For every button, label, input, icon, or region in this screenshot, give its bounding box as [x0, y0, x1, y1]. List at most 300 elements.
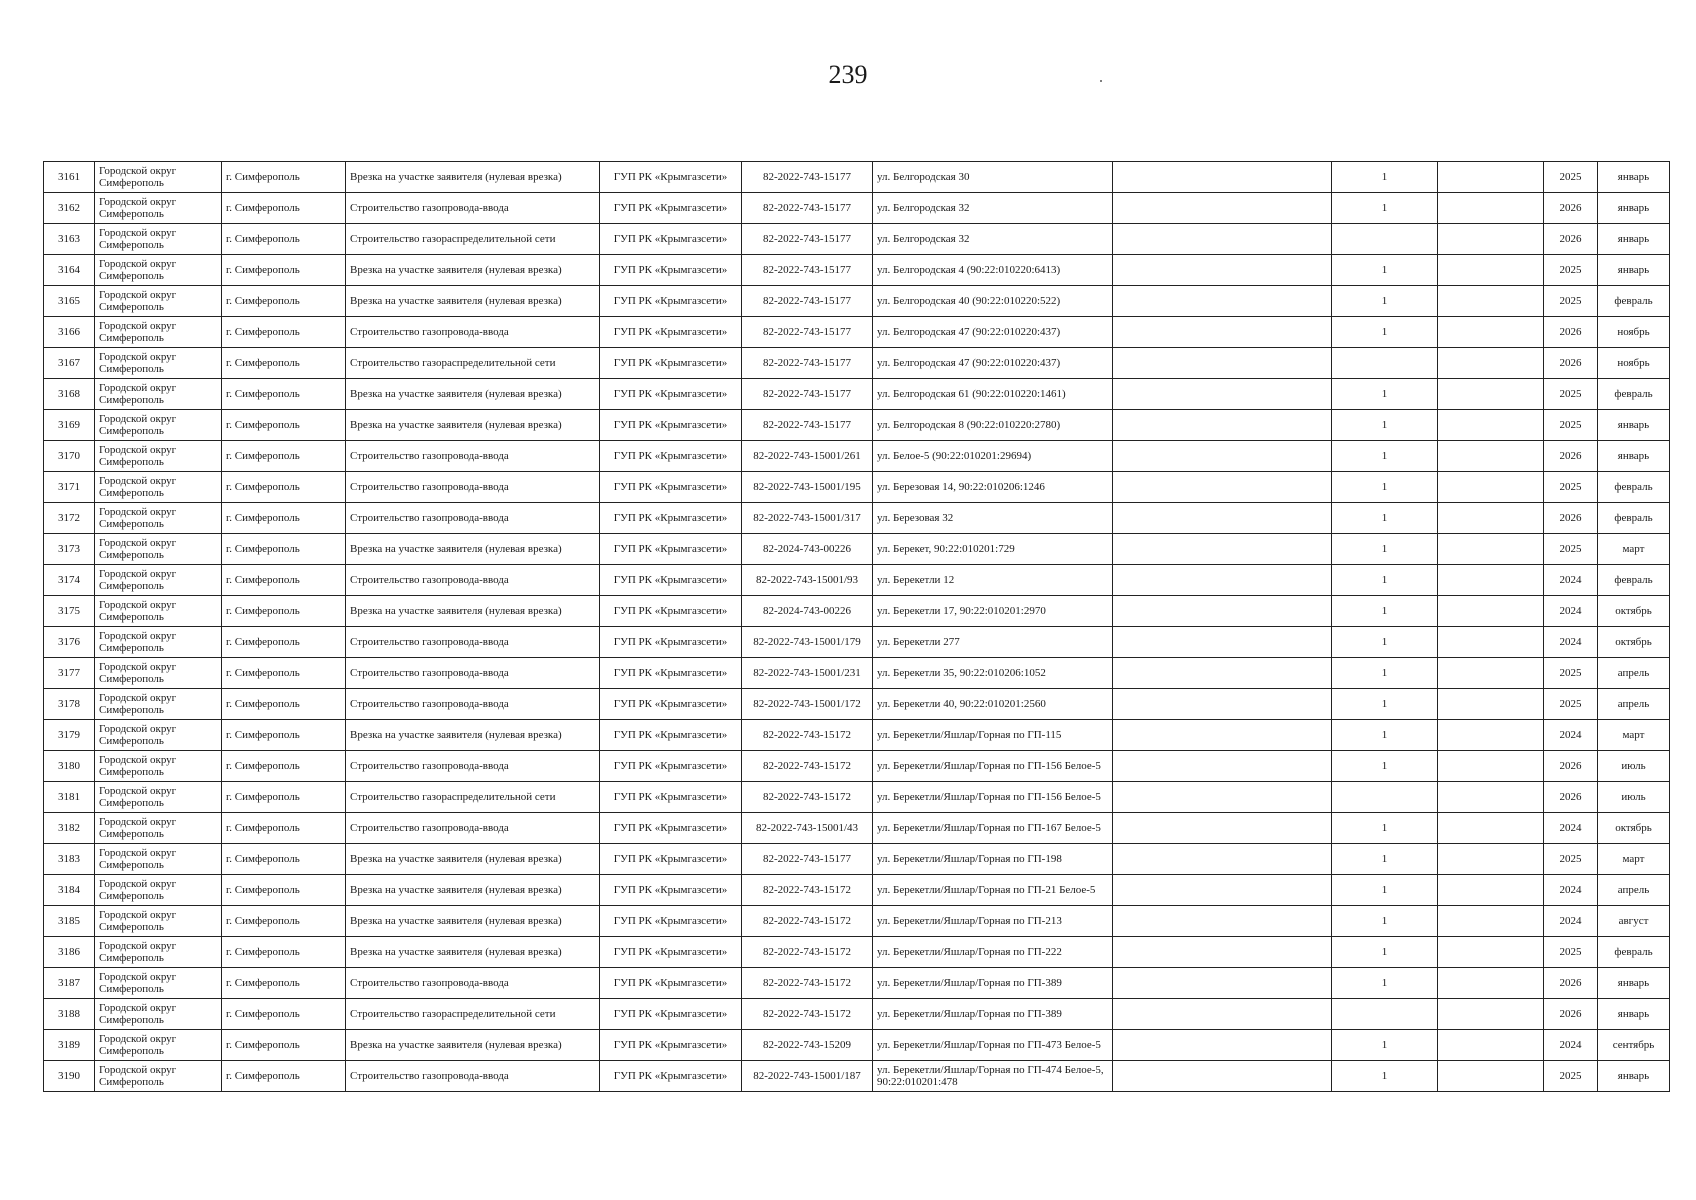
quantity-cell: 1	[1332, 968, 1438, 999]
page-number: 239	[828, 60, 868, 89]
quantity-cell: 1	[1332, 565, 1438, 596]
organization-cell: ГУП РК «Крымгазсети»	[600, 224, 742, 255]
year-cell: 2026	[1544, 999, 1598, 1030]
address-cell: ул. Берекетли/Яшлар/Горная по ГП-21 Белое-5	[873, 875, 1113, 906]
row-number: 3175	[44, 596, 95, 627]
blank-cell	[1438, 968, 1544, 999]
quantity-cell: 1	[1332, 658, 1438, 689]
blank-cell	[1438, 751, 1544, 782]
year-cell: 2024	[1544, 720, 1598, 751]
city-cell: г. Симферополь	[222, 565, 346, 596]
month-cell: январь	[1598, 968, 1670, 999]
organization-cell: ГУП РК «Крымгазсети»	[600, 441, 742, 472]
table-row	[44, 813, 1670, 844]
city-cell: г. Симферополь	[222, 503, 346, 534]
address-cell: ул. Берекетли/Яшлар/Горная по ГП-156 Белое-5	[873, 782, 1113, 813]
month-cell: январь	[1598, 1061, 1670, 1092]
address-cell: ул. Белгородская 4 (90:22:010220:6413)	[873, 255, 1113, 286]
month-cell: октябрь	[1598, 813, 1670, 844]
blank-cell	[1438, 1030, 1544, 1061]
project-code-cell: 82-2022-743-15001/317	[742, 503, 873, 534]
month-cell: февраль	[1598, 286, 1670, 317]
organization-cell: ГУП РК «Крымгазсети»	[600, 472, 742, 503]
project-code-cell: 82-2022-743-15001/43	[742, 813, 873, 844]
work-type-cell: Врезка на участке заявителя (нулевая врезка)	[346, 534, 600, 565]
quantity-cell	[1332, 999, 1438, 1030]
project-code-cell: 82-2022-743-15172	[742, 751, 873, 782]
address-cell: ул. Берекетли/Яшлар/Горная по ГП-389	[873, 999, 1113, 1030]
extra-cell	[1113, 720, 1332, 751]
quantity-cell: 1	[1332, 472, 1438, 503]
address-cell: ул. Берекетли/Яшлар/Горная по ГП-115	[873, 720, 1113, 751]
project-code-cell: 82-2022-743-15177	[742, 844, 873, 875]
quantity-cell: 1	[1332, 627, 1438, 658]
blank-cell	[1438, 596, 1544, 627]
year-cell: 2024	[1544, 875, 1598, 906]
month-cell: февраль	[1598, 472, 1670, 503]
row-number: 3161	[44, 162, 95, 193]
project-code-cell: 82-2022-743-15177	[742, 410, 873, 441]
work-type-cell: Врезка на участке заявителя (нулевая врезка)	[346, 1030, 600, 1061]
city-cell: г. Симферополь	[222, 751, 346, 782]
extra-cell	[1113, 875, 1332, 906]
year-cell: 2025	[1544, 379, 1598, 410]
table-row	[44, 472, 1670, 503]
extra-cell	[1113, 379, 1332, 410]
organization-cell: ГУП РК «Крымгазсети»	[600, 193, 742, 224]
row-number: 3177	[44, 658, 95, 689]
extra-cell	[1113, 534, 1332, 565]
blank-cell	[1438, 906, 1544, 937]
project-code-cell: 82-2022-743-15001/172	[742, 689, 873, 720]
row-number: 3185	[44, 906, 95, 937]
row-number: 3167	[44, 348, 95, 379]
address-cell: ул. Берекетли/Яшлар/Горная по ГП-198	[873, 844, 1113, 875]
work-type-cell: Врезка на участке заявителя (нулевая врезка)	[346, 162, 600, 193]
blank-cell	[1438, 379, 1544, 410]
city-cell: г. Симферополь	[222, 348, 346, 379]
year-cell: 2026	[1544, 503, 1598, 534]
extra-cell	[1113, 844, 1332, 875]
month-cell: октябрь	[1598, 627, 1670, 658]
work-type-cell: Строительство газопровода-ввода	[346, 813, 600, 844]
project-code-cell: 82-2022-743-15001/179	[742, 627, 873, 658]
address-cell: ул. Белгородская 30	[873, 162, 1113, 193]
project-code-cell: 82-2022-743-15177	[742, 286, 873, 317]
project-code-cell: 82-2022-743-15172	[742, 906, 873, 937]
row-number: 3180	[44, 751, 95, 782]
year-cell: 2024	[1544, 627, 1598, 658]
month-cell: февраль	[1598, 503, 1670, 534]
table-row	[44, 844, 1670, 875]
district-cell: Городской округ Симферополь	[95, 627, 222, 658]
city-cell: г. Симферополь	[222, 379, 346, 410]
project-code-cell: 82-2022-743-15177	[742, 193, 873, 224]
address-cell: ул. Берекетли/Яшлар/Горная по ГП-473 Белое-5	[873, 1030, 1113, 1061]
register-body	[44, 162, 1670, 1092]
year-cell: 2026	[1544, 224, 1598, 255]
quantity-cell	[1332, 348, 1438, 379]
project-code-cell: 82-2022-743-15001/261	[742, 441, 873, 472]
city-cell: г. Симферополь	[222, 224, 346, 255]
extra-cell	[1113, 627, 1332, 658]
organization-cell: ГУП РК «Крымгазсети»	[600, 968, 742, 999]
row-number: 3176	[44, 627, 95, 658]
city-cell: г. Симферополь	[222, 162, 346, 193]
address-cell: ул. Берекетли/Яшлар/Горная по ГП-222	[873, 937, 1113, 968]
row-number: 3178	[44, 689, 95, 720]
year-cell: 2026	[1544, 441, 1598, 472]
extra-cell	[1113, 813, 1332, 844]
organization-cell: ГУП РК «Крымгазсети»	[600, 286, 742, 317]
month-cell: февраль	[1598, 379, 1670, 410]
blank-cell	[1438, 999, 1544, 1030]
district-cell: Городской округ Симферополь	[95, 689, 222, 720]
table-row	[44, 968, 1670, 999]
project-code-cell: 82-2022-743-15177	[742, 348, 873, 379]
district-cell: Городской округ Симферополь	[95, 503, 222, 534]
table-row	[44, 999, 1670, 1030]
table-row	[44, 906, 1670, 937]
extra-cell	[1113, 1030, 1332, 1061]
address-cell: ул. Берекетли/Яшлар/Горная по ГП-167 Белое-5	[873, 813, 1113, 844]
address-cell: ул. Берекет, 90:22:010201:729	[873, 534, 1113, 565]
city-cell: г. Симферополь	[222, 689, 346, 720]
table-row	[44, 162, 1670, 193]
table-row	[44, 1061, 1670, 1092]
project-code-cell: 82-2022-743-15177	[742, 162, 873, 193]
table-row	[44, 410, 1670, 441]
district-cell: Городской округ Симферополь	[95, 286, 222, 317]
year-cell: 2024	[1544, 813, 1598, 844]
row-number: 3179	[44, 720, 95, 751]
city-cell: г. Симферополь	[222, 255, 346, 286]
year-cell: 2024	[1544, 906, 1598, 937]
organization-cell: ГУП РК «Крымгазсети»	[600, 875, 742, 906]
work-type-cell: Строительство газопровода-ввода	[346, 441, 600, 472]
month-cell: июль	[1598, 751, 1670, 782]
organization-cell: ГУП РК «Крымгазсети»	[600, 906, 742, 937]
organization-cell: ГУП РК «Крымгазсети»	[600, 162, 742, 193]
work-type-cell: Врезка на участке заявителя (нулевая врезка)	[346, 844, 600, 875]
quantity-cell: 1	[1332, 689, 1438, 720]
work-type-cell: Строительство газопровода-ввода	[346, 627, 600, 658]
extra-cell	[1113, 658, 1332, 689]
blank-cell	[1438, 782, 1544, 813]
month-cell: август	[1598, 906, 1670, 937]
organization-cell: ГУП РК «Крымгазсети»	[600, 1030, 742, 1061]
project-code-cell: 82-2022-743-15172	[742, 968, 873, 999]
extra-cell	[1113, 596, 1332, 627]
work-type-cell: Строительство газораспределительной сети	[346, 224, 600, 255]
month-cell: апрель	[1598, 658, 1670, 689]
year-cell: 2026	[1544, 348, 1598, 379]
month-cell: март	[1598, 720, 1670, 751]
row-number: 3188	[44, 999, 95, 1030]
year-cell: 2024	[1544, 565, 1598, 596]
quantity-cell	[1332, 224, 1438, 255]
quantity-cell: 1	[1332, 1061, 1438, 1092]
organization-cell: ГУП РК «Крымгазсети»	[600, 596, 742, 627]
row-number: 3190	[44, 1061, 95, 1092]
month-cell: январь	[1598, 441, 1670, 472]
table-row	[44, 534, 1670, 565]
district-cell: Городской округ Симферополь	[95, 999, 222, 1030]
year-cell: 2025	[1544, 255, 1598, 286]
work-type-cell: Строительство газопровода-ввода	[346, 565, 600, 596]
work-type-cell: Врезка на участке заявителя (нулевая врезка)	[346, 875, 600, 906]
blank-cell	[1438, 627, 1544, 658]
city-cell: г. Симферополь	[222, 999, 346, 1030]
year-cell: 2025	[1544, 658, 1598, 689]
gasification-register-table	[43, 161, 1670, 1092]
organization-cell: ГУП РК «Крымгазсети»	[600, 534, 742, 565]
extra-cell	[1113, 286, 1332, 317]
work-type-cell: Строительство газопровода-ввода	[346, 968, 600, 999]
work-type-cell: Строительство газораспределительной сети	[346, 348, 600, 379]
row-number: 3169	[44, 410, 95, 441]
row-number: 3171	[44, 472, 95, 503]
city-cell: г. Симферополь	[222, 193, 346, 224]
table-row	[44, 689, 1670, 720]
quantity-cell: 1	[1332, 813, 1438, 844]
year-cell: 2025	[1544, 844, 1598, 875]
work-type-cell: Врезка на участке заявителя (нулевая врезка)	[346, 410, 600, 441]
project-code-cell: 82-2024-743-00226	[742, 596, 873, 627]
quantity-cell: 1	[1332, 286, 1438, 317]
city-cell: г. Симферополь	[222, 875, 346, 906]
table-row	[44, 317, 1670, 348]
work-type-cell: Строительство газопровода-ввода	[346, 1061, 600, 1092]
city-cell: г. Симферополь	[222, 410, 346, 441]
month-cell: март	[1598, 844, 1670, 875]
quantity-cell	[1332, 782, 1438, 813]
year-cell: 2026	[1544, 968, 1598, 999]
address-cell: ул. Березовая 14, 90:22:010206:1246	[873, 472, 1113, 503]
table-row	[44, 658, 1670, 689]
blank-cell	[1438, 689, 1544, 720]
extra-cell	[1113, 1061, 1332, 1092]
district-cell: Городской округ Симферополь	[95, 317, 222, 348]
extra-cell	[1113, 348, 1332, 379]
month-cell: сентябрь	[1598, 1030, 1670, 1061]
quantity-cell: 1	[1332, 906, 1438, 937]
quantity-cell: 1	[1332, 937, 1438, 968]
address-cell: ул. Белгородская 47 (90:22:010220:437)	[873, 317, 1113, 348]
table-row	[44, 1030, 1670, 1061]
blank-cell	[1438, 441, 1544, 472]
organization-cell: ГУП РК «Крымгазсети»	[600, 379, 742, 410]
work-type-cell: Строительство газораспределительной сети	[346, 782, 600, 813]
table-row	[44, 782, 1670, 813]
table-row	[44, 379, 1670, 410]
year-cell: 2026	[1544, 317, 1598, 348]
blank-cell	[1438, 1061, 1544, 1092]
district-cell: Городской округ Симферополь	[95, 720, 222, 751]
month-cell: январь	[1598, 193, 1670, 224]
row-number: 3189	[44, 1030, 95, 1061]
extra-cell	[1113, 441, 1332, 472]
row-number: 3174	[44, 565, 95, 596]
address-cell: ул. Белгородская 61 (90:22:010220:1461)	[873, 379, 1113, 410]
year-cell: 2025	[1544, 162, 1598, 193]
organization-cell: ГУП РК «Крымгазсети»	[600, 999, 742, 1030]
table-row	[44, 720, 1670, 751]
address-cell: ул. Белгородская 47 (90:22:010220:437)	[873, 348, 1113, 379]
work-type-cell: Строительство газопровода-ввода	[346, 472, 600, 503]
city-cell: г. Симферополь	[222, 1030, 346, 1061]
address-cell: ул. Берекетли 277	[873, 627, 1113, 658]
blank-cell	[1438, 410, 1544, 441]
district-cell: Городской округ Симферополь	[95, 162, 222, 193]
district-cell: Городской округ Симферополь	[95, 565, 222, 596]
organization-cell: ГУП РК «Крымгазсети»	[600, 844, 742, 875]
year-cell: 2026	[1544, 782, 1598, 813]
city-cell: г. Симферополь	[222, 317, 346, 348]
quantity-cell: 1	[1332, 596, 1438, 627]
table-row	[44, 193, 1670, 224]
table-row	[44, 875, 1670, 906]
blank-cell	[1438, 286, 1544, 317]
work-type-cell: Врезка на участке заявителя (нулевая врезка)	[346, 596, 600, 627]
district-cell: Городской округ Симферополь	[95, 658, 222, 689]
table-row	[44, 286, 1670, 317]
blank-cell	[1438, 658, 1544, 689]
work-type-cell: Строительство газопровода-ввода	[346, 751, 600, 782]
month-cell: январь	[1598, 162, 1670, 193]
address-cell: ул. Берекетли/Яшлар/Горная по ГП-156 Белое-5	[873, 751, 1113, 782]
extra-cell	[1113, 782, 1332, 813]
city-cell: г. Симферополь	[222, 534, 346, 565]
quantity-cell: 1	[1332, 503, 1438, 534]
quantity-cell: 1	[1332, 441, 1438, 472]
blank-cell	[1438, 875, 1544, 906]
table-row	[44, 937, 1670, 968]
project-code-cell: 82-2022-743-15001/231	[742, 658, 873, 689]
quantity-cell: 1	[1332, 162, 1438, 193]
year-cell: 2024	[1544, 1030, 1598, 1061]
city-cell: г. Симферополь	[222, 844, 346, 875]
extra-cell	[1113, 503, 1332, 534]
work-type-cell: Строительство газопровода-ввода	[346, 658, 600, 689]
district-cell: Городской округ Симферополь	[95, 441, 222, 472]
row-number: 3183	[44, 844, 95, 875]
quantity-cell: 1	[1332, 534, 1438, 565]
table-row	[44, 751, 1670, 782]
organization-cell: ГУП РК «Крымгазсети»	[600, 720, 742, 751]
address-cell: ул. Березовая 32	[873, 503, 1113, 534]
year-cell: 2025	[1544, 286, 1598, 317]
month-cell: ноябрь	[1598, 317, 1670, 348]
organization-cell: ГУП РК «Крымгазсети»	[600, 348, 742, 379]
project-code-cell: 82-2022-743-15177	[742, 379, 873, 410]
project-code-cell: 82-2022-743-15177	[742, 255, 873, 286]
district-cell: Городской округ Симферополь	[95, 968, 222, 999]
month-cell: апрель	[1598, 875, 1670, 906]
table-row	[44, 596, 1670, 627]
year-cell: 2025	[1544, 689, 1598, 720]
district-cell: Городской округ Симферополь	[95, 844, 222, 875]
city-cell: г. Симферополь	[222, 1061, 346, 1092]
address-cell: ул. Белгородская 32	[873, 193, 1113, 224]
district-cell: Городской округ Симферополь	[95, 751, 222, 782]
project-code-cell: 82-2022-743-15001/187	[742, 1061, 873, 1092]
month-cell: апрель	[1598, 689, 1670, 720]
month-cell: март	[1598, 534, 1670, 565]
city-cell: г. Симферополь	[222, 782, 346, 813]
city-cell: г. Симферополь	[222, 906, 346, 937]
extra-cell	[1113, 162, 1332, 193]
month-cell: февраль	[1598, 937, 1670, 968]
blank-cell	[1438, 224, 1544, 255]
extra-cell	[1113, 410, 1332, 441]
row-number: 3166	[44, 317, 95, 348]
blank-cell	[1438, 472, 1544, 503]
address-cell: ул. Берекетли 17, 90:22:010201:2970	[873, 596, 1113, 627]
year-cell: 2025	[1544, 410, 1598, 441]
row-number: 3172	[44, 503, 95, 534]
month-cell: январь	[1598, 999, 1670, 1030]
blank-cell	[1438, 720, 1544, 751]
address-cell: ул. Белое-5 (90:22:010201:29694)	[873, 441, 1113, 472]
city-cell: г. Симферополь	[222, 937, 346, 968]
district-cell: Городской округ Симферополь	[95, 255, 222, 286]
quantity-cell: 1	[1332, 379, 1438, 410]
city-cell: г. Симферополь	[222, 441, 346, 472]
city-cell: г. Симферополь	[222, 472, 346, 503]
district-cell: Городской округ Симферополь	[95, 875, 222, 906]
table-row	[44, 255, 1670, 286]
row-number: 3165	[44, 286, 95, 317]
city-cell: г. Симферополь	[222, 596, 346, 627]
month-cell: октябрь	[1598, 596, 1670, 627]
quantity-cell: 1	[1332, 255, 1438, 286]
district-cell: Городской округ Симферополь	[95, 596, 222, 627]
scan-speck	[1100, 80, 1102, 82]
organization-cell: ГУП РК «Крымгазсети»	[600, 751, 742, 782]
row-number: 3164	[44, 255, 95, 286]
organization-cell: ГУП РК «Крымгазсети»	[600, 1061, 742, 1092]
work-type-cell: Врезка на участке заявителя (нулевая врезка)	[346, 286, 600, 317]
table-row	[44, 441, 1670, 472]
row-number: 3186	[44, 937, 95, 968]
table-row	[44, 565, 1670, 596]
year-cell: 2026	[1544, 193, 1598, 224]
year-cell: 2025	[1544, 534, 1598, 565]
district-cell: Городской округ Симферополь	[95, 224, 222, 255]
row-number: 3184	[44, 875, 95, 906]
district-cell: Городской округ Симферополь	[95, 906, 222, 937]
project-code-cell: 82-2022-743-15001/195	[742, 472, 873, 503]
table-row	[44, 627, 1670, 658]
district-cell: Городской округ Симферополь	[95, 379, 222, 410]
district-cell: Городской округ Симферополь	[95, 782, 222, 813]
extra-cell	[1113, 689, 1332, 720]
work-type-cell: Врезка на участке заявителя (нулевая врезка)	[346, 720, 600, 751]
organization-cell: ГУП РК «Крымгазсети»	[600, 503, 742, 534]
row-number: 3170	[44, 441, 95, 472]
month-cell: июль	[1598, 782, 1670, 813]
row-number: 3163	[44, 224, 95, 255]
row-number: 3181	[44, 782, 95, 813]
address-cell: ул. Берекетли 40, 90:22:010201:2560	[873, 689, 1113, 720]
row-number: 3162	[44, 193, 95, 224]
city-cell: г. Симферополь	[222, 627, 346, 658]
extra-cell	[1113, 255, 1332, 286]
work-type-cell: Врезка на участке заявителя (нулевая врезка)	[346, 379, 600, 410]
quantity-cell: 1	[1332, 317, 1438, 348]
organization-cell: ГУП РК «Крымгазсети»	[600, 317, 742, 348]
